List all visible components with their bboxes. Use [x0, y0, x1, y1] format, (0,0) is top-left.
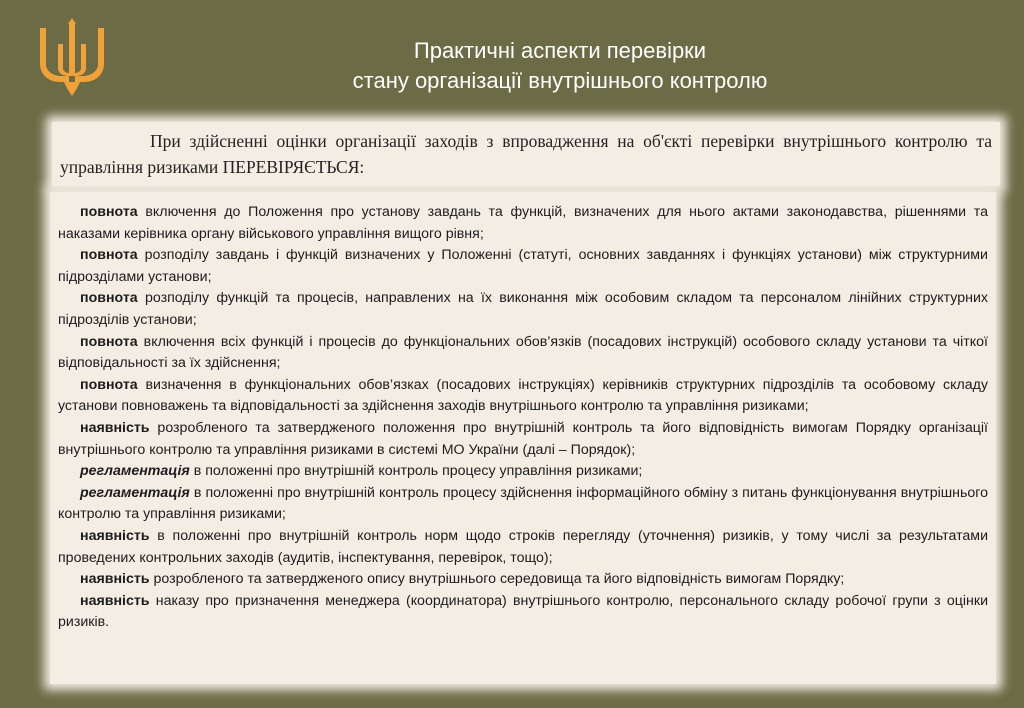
item-keyword: наявність: [80, 419, 150, 436]
item-text: наказу про призначення менеджера (координатора) внутрішнього контролю, персонального складу робочої групи з оцінки ризиків.: [58, 592, 988, 631]
item-text: розподілу завдань і функцій визначених у Положенні (статуті, основних завданнях і функціях установи) між структурними підрозділами установи;: [58, 247, 988, 285]
item-keyword: повнота: [80, 204, 138, 220]
page-title: [220, 36, 900, 96]
intro-text: При здійсненні оцінки організації заходів з впровадження на об'єкті перевірки внутрішнього контролю та управління ризиками ПЕРЕВІРЯЄТЬСЯ:: [60, 131, 992, 177]
list-item: [58, 288, 988, 331]
list-item: [58, 569, 988, 591]
trident-emblem-icon: [36, 18, 108, 102]
title-line-1: Практичні аспекти перевірки: [413, 38, 707, 63]
item-text: розподілу функцій та процесів, направлених на їх виконання між особовим складом та персоналом лінійних структурних підрозділів установи;: [58, 290, 988, 328]
item-keyword: наявність: [80, 592, 150, 609]
item-text: включення до Положення про установу завдань та функцій, визначених для нього актами законодавства, рішеннями та наказами керівника органу військового управління вищого рівня;: [58, 204, 988, 242]
item-text: включення всіх функцій і процесів до функціональних обов’язків (посадових інструкцій) особового складу установи та чіткої відповідальності за їх здійснення;: [58, 333, 988, 372]
list-item: [58, 375, 988, 418]
item-text: в положенні про внутрішній контроль норм щодо строків перегляду (уточнення) ризиків, у тому числі за результатами проведених контрольних заходів (аудитів, інспектування, перевірок, тощо);: [58, 527, 988, 566]
list-item: [58, 245, 988, 288]
intro-panel: [52, 122, 1000, 186]
item-keyword: повнота: [80, 290, 138, 307]
item-keyword: повнота: [80, 247, 138, 264]
item-text: розробленого та затвердженого положення про внутрішній контроль та його відповідність вимогам Порядку організації внутрішнього контролю та управління ризиками в системі МО України (далі – Порядок);: [58, 419, 988, 458]
item-keyword: повнота: [80, 376, 138, 393]
item-text: в положенні про внутрішній контроль процесу управління ризиками;: [189, 463, 643, 480]
list-item: [58, 483, 988, 526]
list-item: [58, 202, 988, 245]
item-keyword: наявність: [80, 527, 150, 544]
item-text: розробленого та затвердженого опису внутрішнього середовища та його відповідність вимогам Порядку;: [149, 571, 845, 588]
checklist-panel: [50, 192, 996, 684]
item-keyword: наявність: [80, 571, 150, 588]
list-item: [58, 591, 988, 634]
list-item: [58, 526, 988, 569]
list-item: [58, 332, 988, 375]
item-keyword: повнота: [80, 333, 138, 350]
item-keyword: регламентація: [80, 484, 190, 501]
list-item: [58, 418, 988, 461]
item-text: визначення в функціональних обов’язках (посадових інструкціях) керівників структурних підрозділів та особовому складу установи повноважень та відповідальності за здійснення заходів внутрішнього контролю та управління ризиками;: [58, 376, 988, 415]
item-text: в положенні про внутрішній контроль процесу здійснення інформаційного обміну з питань функціонування внутрішнього контролю та управління ризиками;: [58, 484, 988, 523]
item-keyword: регламентація: [80, 463, 190, 480]
title-line-2: стану організації внутрішнього контролю: [352, 68, 768, 93]
list-item: [58, 461, 988, 483]
checklist: [50, 192, 996, 634]
